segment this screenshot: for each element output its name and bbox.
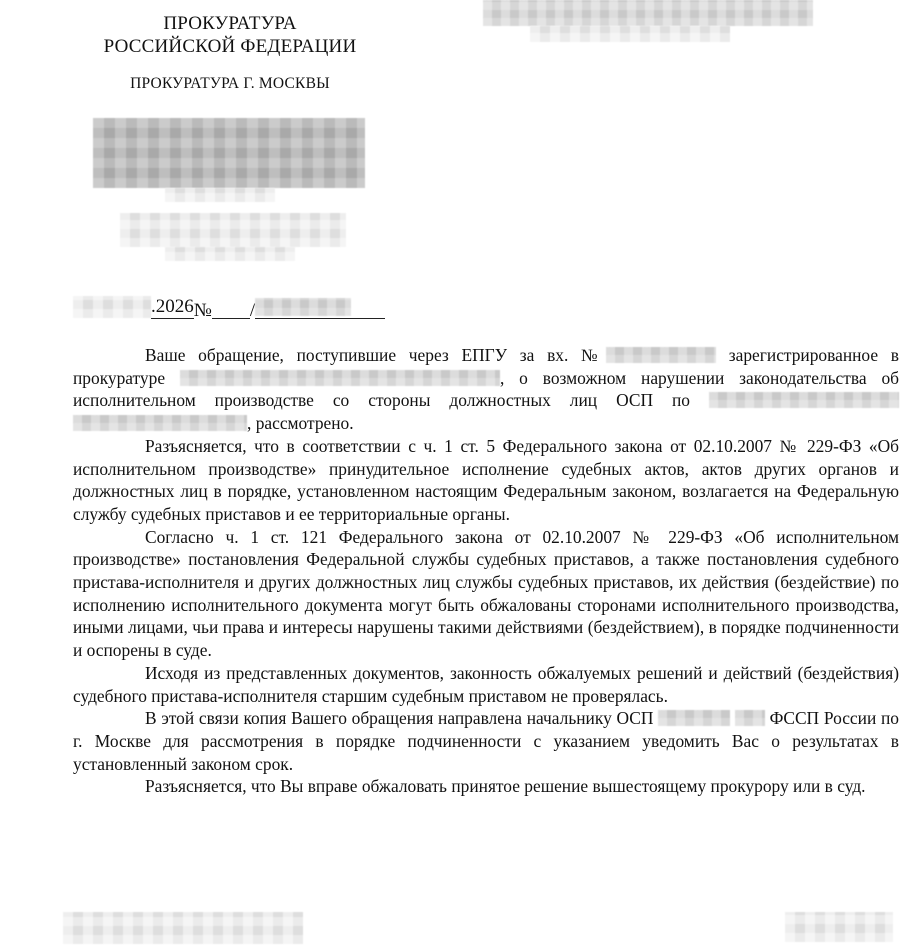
document-date-number-line <box>73 296 385 324</box>
paragraph-appeal <box>73 344 899 435</box>
redacted-addressee-line2 <box>530 26 730 42</box>
paragraph-appeal-part4: , рассмотрено. <box>247 413 354 434</box>
paragraph-appeal-part2: зарегистрированное в прокуратуре <box>73 345 899 388</box>
redacted-prosecutor-office <box>180 370 500 386</box>
redacted-osp-name-b <box>73 415 247 431</box>
redacted-osp-branch-a <box>658 710 730 726</box>
redacted-number-suffix <box>255 298 351 316</box>
document-date: .2026 <box>151 296 194 317</box>
paragraph-forwarded-part1: В этой связи копия Вашего обращения направлена начальнику ОСП <box>145 708 659 729</box>
org-subtitle: ПРОКУРАТУРА Г. МОСКВЫ <box>130 75 330 92</box>
redacted-reference <box>120 213 346 247</box>
org-title-line1: ПРОКУРАТУРА <box>163 13 297 34</box>
number-sign: № <box>193 300 212 321</box>
paragraph-law-art5: Разъясняется, что в соответствии с ч. 1 ст. 5 Федерального закона от 02.10.2007 № 229-ФЗ «Об исполнительном производстве» принудительное исполнение судебных актов, актов других органов и должностных лиц в порядке, установленном настоящим Федеральным законом, возлагается на Федеральную службу судебных приставов и ее территориальные органы. <box>73 435 899 524</box>
redacted-date <box>73 296 151 318</box>
paragraph-appeal-part3: , о возможном нарушении законодательства об исполнительном производстве со стороны должностных лиц ОСП по <box>73 367 899 411</box>
paragraph-findings: Исходя из представленных документов, законность обжалуемых решений и действий (бездействия) судебного пристава-исполнителя старшим судебным приставом не проверялась. <box>73 662 899 706</box>
paragraph-forwarded <box>73 707 899 775</box>
letter-body <box>73 344 899 798</box>
redacted-osp-name-a <box>709 392 899 408</box>
redacted-stamp <box>93 118 365 188</box>
redacted-signatory-position <box>63 912 303 944</box>
redacted-reference-tail <box>165 247 295 261</box>
redacted-signatory-name <box>785 912 893 942</box>
paragraph-appeal-part1: Ваше обращение, поступившие через ЕПГУ за вх. № <box>145 345 607 365</box>
redacted-incoming-number <box>606 347 716 363</box>
org-title-line2: РОССИЙСКОЙ ФЕДЕРАЦИИ <box>103 36 357 57</box>
redacted-stamp-tail <box>165 188 275 202</box>
paragraph-forwarded-part2: ФССП России по г. Москве для рассмотрения в порядке подчиненности с указанием уведомить Вас о результатах в установленный законом срок. <box>73 708 899 774</box>
redacted-addressee <box>483 0 813 26</box>
paragraph-appeal-rights: Разъясняется, что Вы вправе обжаловать принятое решение вышестоящему прокурору или в суд. <box>145 776 866 797</box>
document-number-blank <box>212 296 250 319</box>
redacted-osp-branch-b <box>735 710 765 726</box>
paragraph-law-art121: Согласно ч. 1 ст. 121 Федерального закона от 02.10.2007 № 229-ФЗ «Об исполнительном производстве» постановления Федеральной службы судебных приставов, а также постановления судебного пристава-исполнителя и других должностных лиц службы судебных приставов, их действия (бездействие) по исполнению исполнительного документа могут быть обжалованы сторонами исполнительного производства, иными лицами, чьи права и интересы нарушены такими действиями (бездействием), в порядке подчиненности и оспорены в суде. <box>73 526 899 661</box>
number-slash: / <box>249 300 256 321</box>
document-number-suffix <box>255 296 385 319</box>
